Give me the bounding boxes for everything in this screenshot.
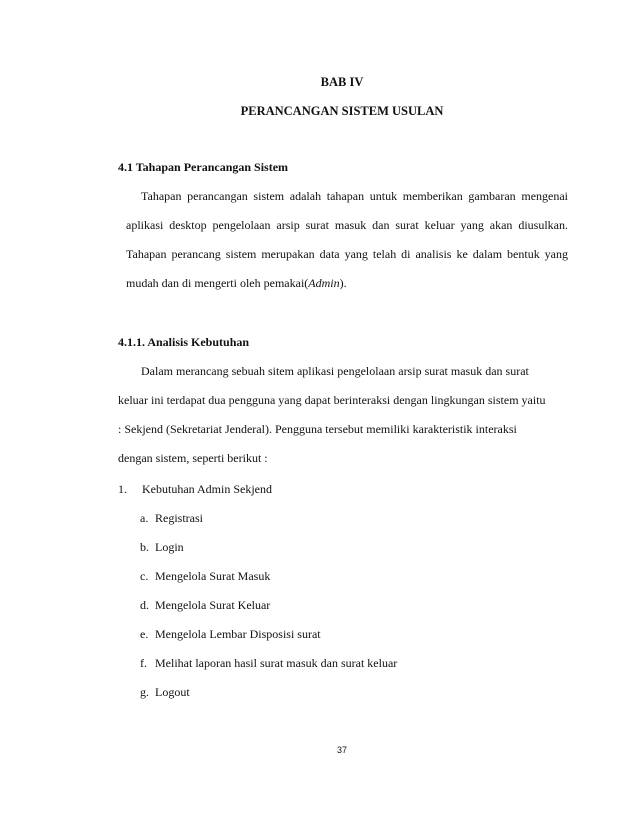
sub-list-letter: f. [140,656,147,670]
paragraph-line: Dalam merancang sebuah sitem aplikasi pengelolaan arsip surat masuk dan surat [141,364,529,378]
sub-list-text: Mengelola Lembar Disposisi surat [155,627,321,641]
sub-list-item [118,504,397,533]
sub-list-item [118,591,397,620]
paragraph-line [118,269,568,298]
paragraph-text: mudah dan di mengerti oleh pemakai( [126,276,309,290]
paragraph-line: Tahapan perancangan sistem adalah tahapan untuk memberikan gambaran mengenai [141,189,568,203]
paragraph-line: aplikasi desktop pengelolaan arsip surat masuk dan surat keluar yang akan diusulkan. [126,218,568,232]
paragraph-line: dengan sistem, seperti berikut : [118,451,268,465]
sub-list-text: Registrasi [155,511,203,525]
section-heading-4-1-1: 4.1.1. Analisis Kebutuhan [118,335,250,349]
list-number: 1. [118,482,127,496]
sub-list-letter: b. [140,540,149,554]
sub-list-text: Mengelola Surat Masuk [155,569,271,583]
paragraph-line: keluar ini terdapat dua pengguna yang dapat berinteraksi dengan lingkungan sistem yaitu [118,393,546,407]
paragraph-4-1 [118,182,568,298]
paragraph-4-1-1 [118,357,568,473]
sub-list-letter: d. [140,598,149,612]
paragraph-italic-text: Admin [308,276,340,290]
sub-list-letter: g. [140,685,149,699]
sub-list-text: Mengelola Surat Keluar [155,598,271,612]
list-item [118,475,397,504]
section-heading-4-1: 4.1 Tahapan Perancangan Sistem [118,160,289,174]
sub-list-item [118,649,397,678]
paragraph-line: : Sekjend (Sekretariat Jenderal). Pengguna tersebut memiliki karakteristik interaksi [118,422,517,436]
sub-list-text: Login [155,540,184,554]
sub-list-letter: c. [140,569,149,583]
list-title: Kebutuhan Admin Sekjend [142,482,272,496]
sub-list-text: Melihat laporan hasil surat masuk dan surat keluar [155,656,398,670]
chapter-subtitle: PERANCANGAN SISTEM USULAN [240,104,444,118]
chapter-title: BAB IV [320,75,364,89]
sub-list-item [118,620,397,649]
sub-list-letter: a. [140,511,149,525]
paragraph-line: Tahapan perancang sistem merupakan data yang telah di analisis ke dalam bentuk yang [126,247,568,261]
sub-list-letter: e. [140,627,149,641]
sub-list-item [118,678,397,707]
requirements-list [118,475,397,707]
sub-list-item [118,533,397,562]
paragraph-text: ). [339,276,347,290]
sub-list-text: Logout [155,685,190,699]
page-number: 37 [336,745,347,755]
sub-list-item [118,562,397,591]
